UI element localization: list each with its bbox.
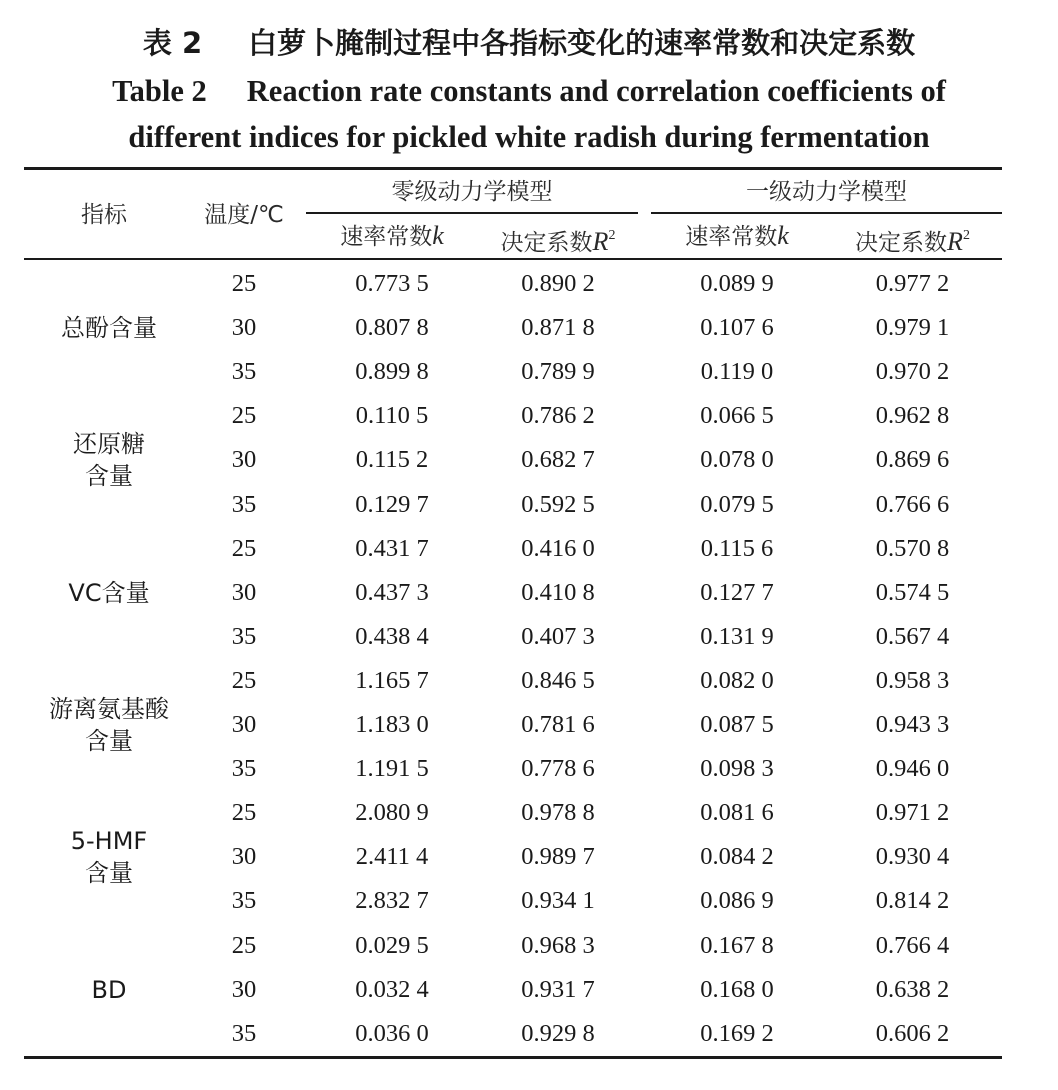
temperature-cell: 25 [231, 270, 257, 297]
temperature-cell: 35 [231, 490, 257, 518]
caption-zh-number: 表 2 [142, 26, 203, 60]
first-order-k-cell: 0.082 0 [700, 666, 774, 694]
zero-order-k-cell: 0.110 5 [355, 402, 429, 430]
zero-order-r2-cell: 0.778 6 [521, 755, 595, 783]
temperature-cell: 30 [231, 314, 257, 342]
first-order-span-rule [651, 212, 1002, 214]
first-order-k-cell: 0.089 9 [700, 270, 774, 297]
indicator-label: 总酚含量 [61, 314, 157, 343]
temperature-cell: 30 [231, 578, 257, 606]
first-order-k-cell: 0.098 3 [700, 755, 774, 783]
zero-order-r2-cell: 0.781 6 [521, 711, 595, 738]
zero-order-k-cell: 0.773 5 [355, 270, 429, 297]
header-zero-r-sup: 2 [608, 228, 616, 243]
zero-order-k-cell: 0.129 7 [355, 490, 429, 518]
header-first-r-sup: 2 [962, 228, 970, 243]
first-order-k-cell: 0.066 5 [700, 402, 774, 430]
first-order-r2-cell: 0.930 4 [875, 843, 950, 871]
first-order-r2-cell: 0.570 8 [875, 534, 950, 562]
zero-order-k-cell: 2.411 4 [355, 843, 429, 871]
first-order-r2-cell: 0.970 2 [875, 358, 950, 386]
first-order-k-cell: 0.086 9 [700, 887, 774, 915]
temperature-cell: 30 [231, 843, 257, 871]
first-order-k-cell: 0.131 9 [700, 622, 774, 650]
first-order-k-cell: 0.169 2 [700, 1019, 774, 1047]
header-zero-rate-label: 速率常数 [340, 224, 433, 250]
temperature-cell: 25 [231, 402, 257, 430]
first-order-r2-cell: 0.766 4 [875, 931, 950, 959]
zero-order-r2-cell: 0.929 8 [521, 1019, 595, 1047]
temperature-cell: 25 [231, 799, 257, 827]
first-order-r2-cell: 0.869 6 [875, 446, 950, 474]
temperature-cell: 25 [231, 931, 257, 959]
header-first-r-symbol: R [947, 227, 963, 256]
temperature-cell: 30 [231, 711, 257, 738]
first-order-k-cell: 0.127 7 [700, 578, 774, 606]
zero-order-k-cell: 2.080 9 [355, 799, 429, 827]
temperature-cell: 35 [231, 1019, 257, 1047]
zero-order-r2-cell: 0.592 5 [521, 490, 595, 518]
zero-order-r2-cell: 0.931 7 [521, 975, 595, 1003]
zero-order-k-cell: 0.437 3 [355, 578, 429, 606]
indicator-label: 5-HMF 含量 [70, 827, 148, 888]
temperature-cell: 35 [231, 622, 257, 650]
first-order-r2-cell: 0.962 8 [875, 402, 950, 430]
zero-order-r2-cell: 0.407 3 [521, 622, 595, 650]
header-zero-k-symbol: k [432, 221, 444, 250]
header-zero-order-model: 零级动力学模型 [391, 179, 553, 205]
header-temperature: 温度/℃ [204, 202, 284, 228]
header-zero-r2-label: 决定系数 [500, 230, 593, 256]
zero-order-r2-cell: 0.789 9 [521, 358, 595, 386]
first-order-r2-cell: 0.638 2 [875, 975, 950, 1003]
header-first-k-symbol: k [777, 221, 789, 250]
zero-order-r2-cell: 0.968 3 [521, 931, 595, 959]
table-caption [0, 18, 1058, 160]
first-order-k-cell: 0.078 0 [700, 446, 774, 474]
first-order-r2-cell: 0.971 2 [875, 799, 950, 827]
caption-english-line2: different indices for pickled white radish during fermentation [128, 120, 930, 154]
caption-en-number: Table 2 [112, 74, 207, 108]
zero-order-k-cell: 0.431 7 [355, 534, 429, 562]
caption-en-text1: Reaction rate constants and correlation coefficients of [246, 74, 946, 108]
header-first-rate-constant [651, 215, 823, 258]
zero-order-r2-cell: 0.682 7 [521, 446, 595, 474]
first-order-k-cell: 0.081 6 [700, 799, 774, 827]
caption-zh-text: 白萝卜腌制过程中各指标变化的速率常数和决定系数 [248, 26, 916, 60]
zero-order-k-cell: 1.183 0 [355, 711, 429, 738]
zero-order-k-cell: 0.036 0 [355, 1019, 429, 1047]
first-order-k-cell: 0.167 8 [700, 931, 774, 959]
zero-order-k-cell: 0.029 5 [355, 931, 429, 959]
zero-order-k-cell: 1.191 5 [355, 755, 429, 783]
first-order-k-cell: 0.115 6 [700, 534, 774, 562]
first-order-r2-cell: 0.946 0 [875, 755, 950, 783]
zero-order-r2-cell: 0.978 8 [521, 799, 595, 827]
temperature-cell: 35 [231, 887, 257, 915]
first-order-k-cell: 0.084 2 [700, 843, 774, 871]
first-order-r2-cell: 0.766 6 [875, 490, 950, 518]
zero-order-r2-cell: 0.416 0 [521, 534, 595, 562]
first-order-k-cell: 0.079 5 [700, 490, 774, 518]
temperature-cell: 35 [231, 358, 257, 386]
header-zero-r-symbol: R [592, 227, 609, 256]
top-rule [24, 167, 1002, 170]
indicator-label: 游离氨基酸 含量 [49, 695, 169, 756]
temperature-cell: 25 [231, 534, 257, 562]
zero-order-k-cell: 0.899 8 [355, 358, 429, 386]
zero-order-r2-cell: 0.890 2 [521, 270, 595, 297]
first-order-k-cell: 0.107 6 [700, 314, 774, 342]
first-order-r2-cell: 0.606 2 [875, 1019, 950, 1047]
zero-order-r2-cell: 0.786 2 [521, 402, 595, 430]
zero-order-r2-cell: 0.934 1 [521, 887, 595, 915]
first-order-r2-cell: 0.979 1 [875, 314, 950, 342]
header-zero-determination [478, 215, 638, 264]
indicator-label: 还原糖 含量 [73, 430, 145, 491]
header-first-order-model: 一级动力学模型 [746, 179, 907, 205]
indicator-label: VC含量 [68, 578, 150, 607]
zero-order-r2-cell: 0.871 8 [521, 314, 595, 342]
first-order-r2-cell: 0.567 4 [875, 622, 950, 650]
zero-order-k-cell: 0.807 8 [355, 314, 429, 342]
first-order-r2-cell: 0.943 3 [875, 711, 950, 738]
temperature-cell: 30 [231, 975, 257, 1003]
first-order-r2-cell: 0.574 5 [875, 578, 950, 606]
bottom-rule [24, 1056, 1002, 1059]
indicator-label: BD [91, 975, 127, 1004]
zero-order-k-cell: 0.115 2 [355, 446, 429, 474]
header-first-r2-label: 决定系数 [855, 230, 948, 256]
temperature-cell: 35 [231, 755, 257, 783]
first-order-k-cell: 0.119 0 [700, 358, 774, 386]
zero-order-r2-cell: 0.846 5 [521, 666, 595, 694]
header-indicator: 指标 [81, 202, 127, 228]
first-order-r2-cell: 0.958 3 [875, 666, 950, 694]
caption-english-line1 [0, 68, 1058, 114]
header-first-determination [823, 215, 1002, 264]
header-zero-rate-constant [306, 215, 478, 258]
caption-chinese [0, 18, 1058, 68]
zero-order-r2-cell: 0.410 8 [521, 578, 595, 606]
temperature-cell: 30 [231, 446, 257, 474]
zero-order-span-rule [306, 212, 638, 214]
first-order-r2-cell: 0.977 2 [875, 270, 950, 297]
zero-order-k-cell: 0.438 4 [355, 622, 429, 650]
first-order-k-cell: 0.168 0 [700, 975, 774, 1003]
first-order-k-cell: 0.087 5 [700, 711, 774, 738]
temperature-cell: 25 [231, 666, 257, 694]
zero-order-k-cell: 1.165 7 [355, 666, 429, 694]
header-first-rate-label: 速率常数 [685, 224, 778, 250]
zero-order-k-cell: 2.832 7 [355, 887, 429, 915]
zero-order-r2-cell: 0.989 7 [521, 843, 595, 871]
zero-order-k-cell: 0.032 4 [355, 975, 429, 1003]
first-order-r2-cell: 0.814 2 [875, 887, 950, 915]
